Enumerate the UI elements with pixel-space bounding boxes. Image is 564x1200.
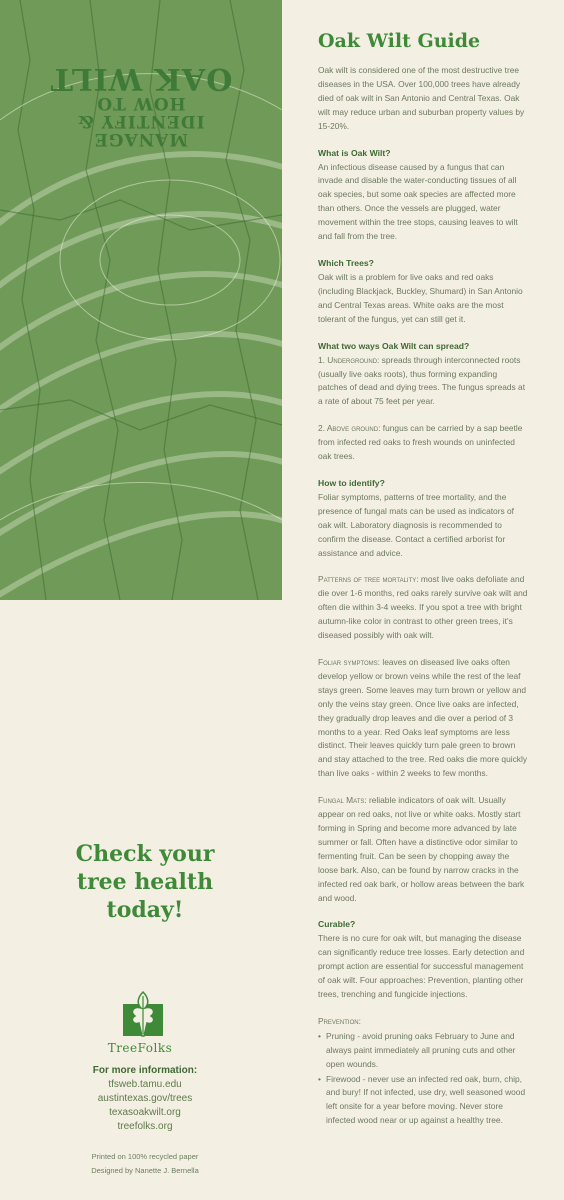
section-text-curable: There is no cure for oak wilt, but managing the disease can significantly reduce tree losses. Early detection and prompt action are essential for successful management of oak wilt. Four approaches: Prevention, planting other trees, trenching and fungicide injections. — [318, 933, 525, 1000]
call-to-action — [40, 840, 250, 924]
prevention-list — [318, 1030, 528, 1128]
info-link-tfsweb[interactable]: tfsweb.tamu.edu — [108, 1079, 182, 1090]
cover-title-line4: MANAGE — [93, 129, 189, 149]
prevention-item-firewood: • Firewood - never use an infected red oak, burn, chip, and bury! If not infected, use dry, well seasoned wood left onsite for a year before moving. Never store infected wood near or up against a healthy tree. — [318, 1073, 528, 1129]
section-heading-spread: What two ways Oak Wilt can spread? — [318, 340, 470, 351]
prevention-heading: Prevention: — [318, 1015, 361, 1026]
foliar-lead: Foliar symptoms: — [318, 657, 381, 667]
guide-title: Oak Wilt Guide — [318, 30, 481, 52]
fungal-text: reliable indicators of oak wilt. Usually appear on red oaks, not live or white oaks. Mostly start forming in Spring and become more advanced by late summer or fall. Often have a distinctive odor similar to fermenting fruit. Can be seen by chopping away the loose bark. Also, can be found by narrow cracks in the infected red oak bark, or hollow areas between the bark and wood. — [318, 795, 525, 903]
credit-printed: Printed on 100% recycled paper — [91, 1152, 199, 1161]
section-text-identify: Foliar symptoms, patterns of tree mortality, and the presence of fungal mats can be used as indicators of oak wilt. Laboratory diagnosis is recommended to confirm the disease. Contact a certified arborist for assistance and advice. — [318, 491, 514, 558]
foliar-paragraph — [318, 656, 528, 781]
credits — [40, 1150, 250, 1178]
info-heading: For more information: — [92, 1065, 198, 1076]
cta-line2: tree health — [76, 869, 214, 895]
cover-title-line2: HOW TO — [96, 93, 186, 113]
foliar-text: leaves on diseased live oaks often develop yellow or brown veins while the rest of the leaf stays green. Some leaves may turn brown or yellow and only the veins stay green. Once live oaks are infected, they gradually drop leaves and die over a period of 3 months to a year. Red Oaks leaf symptoms are less distinct. Their leaves quickly turn pale green to brown and stay attached to the tree. Red oaks die more quickly than live oaks - within 2 weeks to few months. — [318, 657, 528, 779]
section-heading-identify: How to identify? — [318, 477, 385, 488]
intro-paragraph: Oak wilt is considered one of the most destructive tree diseases in the USA. Over 100,000 trees have already died of oak wilt in San Antonio and Central Texas. Oak wilt may reduce urban and suburban property values by 15-20%. — [318, 65, 525, 131]
spread-underground-text: spreads through interconnected roots (usually live oaks roots), thus forming expanding patches of dead and dying trees. The fungus spreads at a rate of about 75 feet per year. — [318, 354, 526, 407]
cover-title-line3: IDENTIFY & — [77, 111, 205, 131]
credit-designer: Designed by Nanette J. Bernella — [91, 1166, 199, 1175]
spread-above-text: fungus can be carried by a sap beetle from infected red oaks to fresh wounds on uninfected oak trees. — [318, 423, 523, 462]
fungal-paragraph — [318, 794, 528, 905]
fungal-lead: Fungal Mats: — [318, 795, 367, 806]
cover-title-line1: OAK WILT — [49, 61, 233, 96]
section-heading-what: What is Oak Wilt? — [318, 147, 391, 158]
section-heading-curable: Curable? — [318, 919, 356, 930]
oak-leaf-logo-icon — [118, 990, 168, 1040]
guide-content — [318, 30, 528, 1129]
patterns-lead: Patterns of tree mortality: — [318, 574, 419, 585]
info-link-austintexas[interactable]: austintexas.gov/trees — [97, 1093, 193, 1104]
logo-wordmark: TreeFolks — [107, 1041, 173, 1055]
more-information — [40, 1064, 250, 1134]
info-link-texasoakwilt[interactable]: texasoakwilt.org — [109, 1107, 181, 1118]
cover-panel — [0, 0, 282, 600]
prevention-item-pruning: • Pruning - avoid pruning oaks February to June and always paint immediately all pruning cuts and other open wounds. — [318, 1030, 528, 1072]
spread-above-lead: 2. Above ground: — [318, 423, 381, 434]
patterns-text: most live oaks defoliate and die over 1-6 months, red oaks rarely survive oak wilt and often die within 3-4 weeks. If you spot a tree with bright autumn-like color in contrast to other green trees, it's diseased possibly with oak wilt. — [318, 574, 528, 641]
section-text-what: An infectious disease caused by a fungus that can invade and disable the water-conducting tissues of all oak species, but some oak species are affected more than others. Once the vessels are plugged, water movement within the tree stops, causing leaves to wilt and fall from the tree. — [318, 161, 518, 242]
spread-underground-lead: 1. Underground: — [318, 354, 380, 365]
info-link-treefolks[interactable]: treefolks.org — [117, 1121, 173, 1132]
section-heading-which: Which Trees? — [318, 257, 374, 268]
cover-title — [0, 62, 282, 148]
spread-underground — [318, 354, 528, 410]
patterns-paragraph — [318, 573, 528, 643]
cta-line1: Check your — [75, 841, 215, 867]
cta-line3: today! — [106, 897, 184, 923]
section-text-which: Oak wilt is a problem for live oaks and red oaks (including Blackjack, Buckley, Shumard) in San Antonio and Central Texas areas. White oaks are the most tolerant of the fungus, yet can still get it. — [318, 271, 523, 324]
spread-above-ground — [318, 422, 528, 464]
